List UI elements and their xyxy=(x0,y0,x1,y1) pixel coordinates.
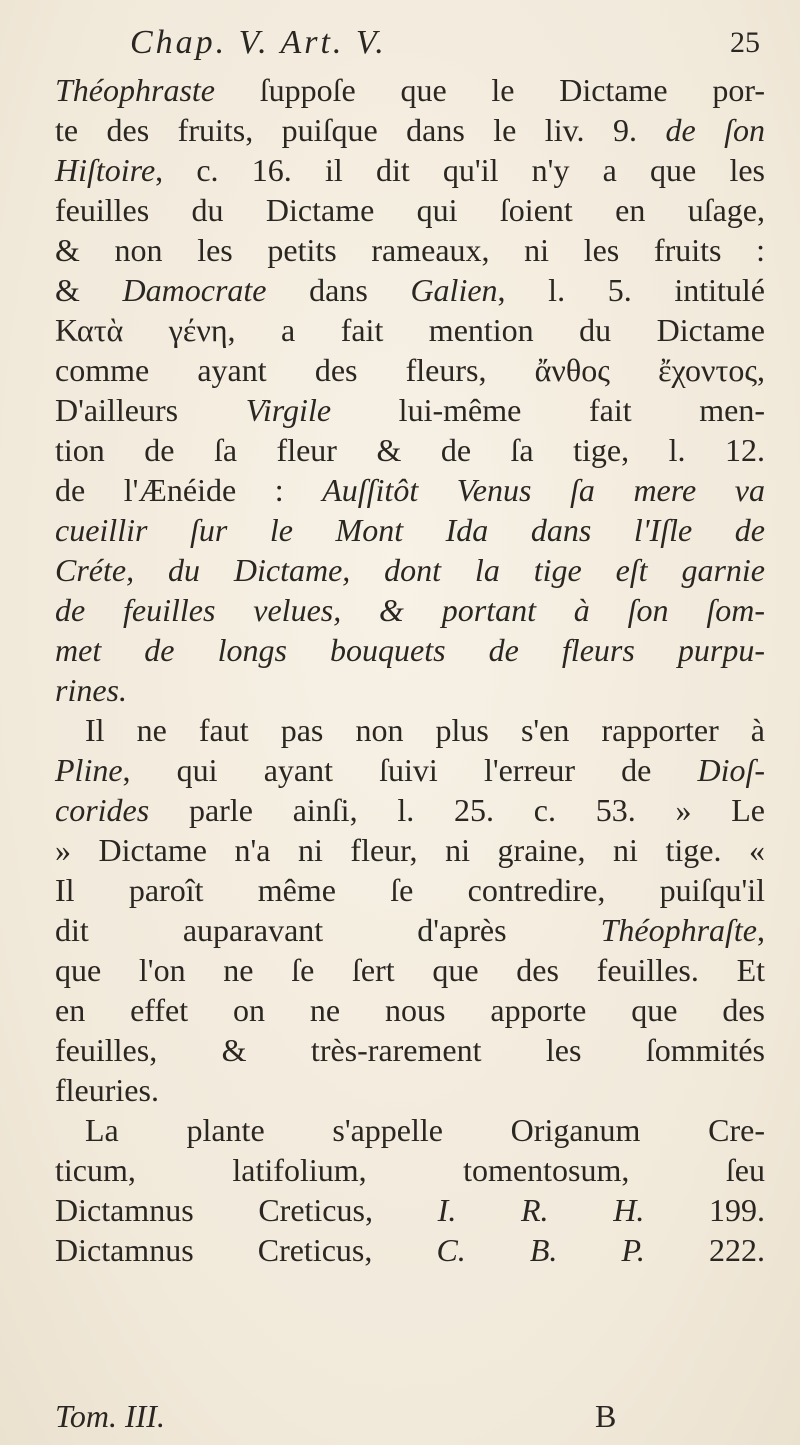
italic-run: de ſon xyxy=(665,112,766,148)
text-line xyxy=(55,390,765,430)
text-line xyxy=(55,910,765,950)
text-line xyxy=(55,110,765,150)
text-run: D'ailleurs xyxy=(55,392,246,428)
running-title: Chap. V. Art. V. xyxy=(130,24,387,61)
text-line xyxy=(55,550,765,590)
text-line xyxy=(55,470,765,510)
text-run: ſuppoſe que le Dictame por- xyxy=(215,72,765,108)
italic-run: Dioſ- xyxy=(697,752,765,788)
text-line xyxy=(55,1150,765,1190)
italic-run: corides xyxy=(55,792,150,828)
text-line xyxy=(55,830,765,870)
text-line xyxy=(55,70,765,110)
text-run: & xyxy=(55,272,123,308)
text-run: La plante s'appelle Origanum Cre- xyxy=(85,1112,765,1148)
text-line xyxy=(55,1030,765,1070)
text-run: Il ne faut pas non plus s'en rapporter à xyxy=(85,712,765,748)
italic-run: Virgile xyxy=(245,392,332,428)
text-line xyxy=(55,350,765,390)
text-line xyxy=(55,150,765,190)
text-run: 222. xyxy=(644,1232,766,1268)
text-line xyxy=(55,430,765,470)
text-run: feuilles du Dictame qui ſoient en uſage, xyxy=(55,192,765,228)
page-number: 25 xyxy=(730,26,760,59)
text-line xyxy=(55,870,765,910)
text-run: Dictamnus Creticus, xyxy=(55,1232,437,1268)
text-run: parle ainſi, l. 25. c. 53. » Le xyxy=(149,792,765,828)
text-line xyxy=(55,270,765,310)
text-line xyxy=(55,990,765,1030)
italic-run: Hiſtoire xyxy=(55,152,156,188)
italic-run: met de longs bouquets de fleurs purpu- xyxy=(55,632,765,668)
italic-run: Damocrate xyxy=(122,272,267,308)
signature-mark: B xyxy=(595,1398,617,1434)
italic-run: Créte, du Dictame, dont la tige eſt garnie xyxy=(55,552,765,588)
text-run: tion de ſa fleur & de ſa tige, l. 12. xyxy=(55,432,765,468)
text-run: fleuries. xyxy=(55,1072,159,1108)
text-run: Dictamnus Creticus, xyxy=(55,1192,438,1228)
text-line xyxy=(55,1110,765,1150)
italic-run: Théophraſte xyxy=(600,912,757,948)
text-run: dit auparavant d'après xyxy=(55,912,601,948)
text-line xyxy=(55,750,765,790)
text-run: Κατὰ γένη, a fait mention du Dictame xyxy=(55,312,765,348)
italic-run: C. B. P. xyxy=(436,1232,645,1268)
text-run: te des fruits, puiſque dans le liv. 9. xyxy=(55,112,666,148)
text-line xyxy=(55,790,765,830)
text-run: , qui ayant ſuivi l'erreur de xyxy=(122,752,698,788)
text-line xyxy=(55,230,765,270)
text-line xyxy=(55,590,765,630)
italic-run: rines. xyxy=(55,672,127,708)
text-line xyxy=(55,310,765,350)
text-line xyxy=(55,1070,765,1110)
italic-run: Auſſitôt Venus ſa mere va xyxy=(322,472,766,508)
text-run: 199. xyxy=(644,1192,766,1228)
text-run: lui-même fait men- xyxy=(331,392,766,428)
text-line xyxy=(55,670,765,710)
italic-run: Théophraste xyxy=(55,72,215,108)
italic-run: I. R. H. xyxy=(437,1192,645,1228)
text-line xyxy=(55,510,765,550)
text-line xyxy=(55,1190,765,1230)
italic-run: cueillir ſur le Mont Ida dans l'Iſle de xyxy=(55,512,765,548)
running-header xyxy=(120,24,760,74)
text-line xyxy=(55,630,765,670)
text-run: » Dictame n'a ni fleur, ni graine, ni tige. « xyxy=(55,832,765,868)
text-run: que l'on ne ſe ſert que des feuilles. Et xyxy=(55,952,765,988)
text-run: , l. 5. intitulé xyxy=(497,272,765,308)
text-run: de l'Ænéide : xyxy=(55,472,323,508)
text-run: & non les petits rameaux, ni les fruits : xyxy=(55,232,765,268)
body-text xyxy=(55,70,765,1270)
text-line xyxy=(55,710,765,750)
text-line xyxy=(55,1230,765,1270)
italic-run: Galien xyxy=(410,272,498,308)
text-line xyxy=(55,190,765,230)
text-line xyxy=(55,950,765,990)
text-run: , xyxy=(757,912,765,948)
page-footer xyxy=(55,1398,715,1438)
text-run: comme ayant des fleurs, ἄνθος ἔχοντος, xyxy=(55,352,765,388)
text-run: en effet on ne nous apporte que des xyxy=(55,992,765,1028)
italic-run: Pline xyxy=(55,752,123,788)
text-run: , c. 16. il dit qu'il n'y a que les xyxy=(155,152,765,188)
text-run: dans xyxy=(266,272,411,308)
italic-run: de feuilles velues, & portant à ſon ſom- xyxy=(55,592,765,628)
tome-indicator: Tom. III. xyxy=(55,1398,165,1434)
text-run: Il paroît même ſe contredire, puiſqu'il xyxy=(55,872,765,908)
text-run: feuilles, & très-rarement les ſommités xyxy=(55,1032,765,1068)
text-run: ticum, latifolium, tomentosum, ſeu xyxy=(55,1152,765,1188)
